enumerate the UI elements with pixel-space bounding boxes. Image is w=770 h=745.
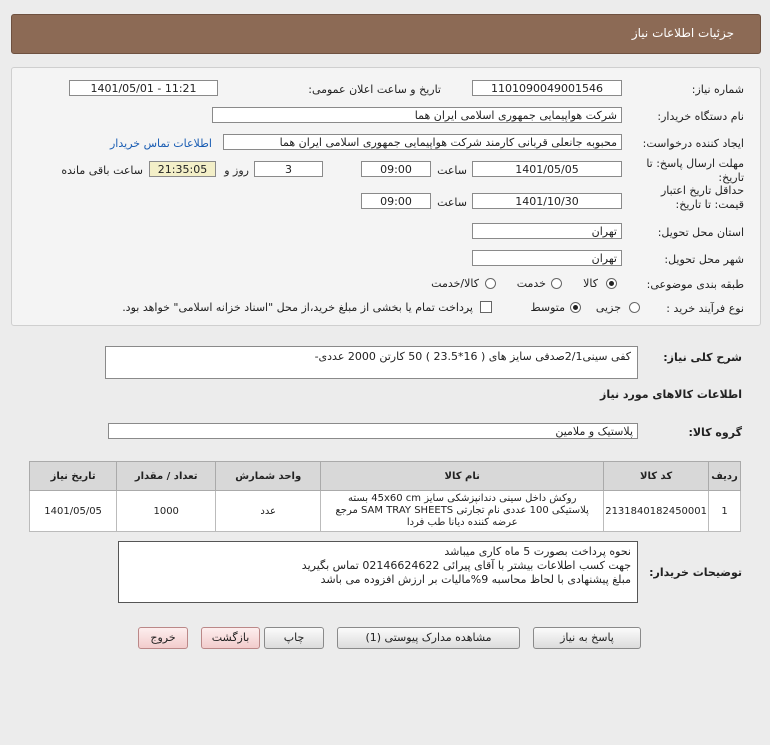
deadline-label: مهلت ارسال پاسخ: تا تاریخ:: [646, 157, 744, 184]
cell-name-line: روکش داخل سینی دندانپزشکی سایز 45x60 cm بسته: [348, 493, 577, 504]
category-option-service: خدمت: [516, 277, 546, 290]
validity-date-field: 1401/10/30: [472, 193, 622, 209]
goods-group-field: پلاستیک و ملامین: [108, 423, 638, 439]
description-field: کفی سینی2/1صدفی سایز های ( 16*23.5 ) 50 کارتن 2000 عددی-: [105, 346, 638, 379]
remaining-label: ساعت باقی مانده: [61, 164, 143, 177]
validity-label: حداقل تاریخ اعتبار قیمت: تا تاریخ:: [660, 184, 744, 211]
buyer-notes-field: [118, 541, 638, 603]
day-and-label: روز و: [224, 164, 249, 177]
creator-label: ایجاد کننده درخواست:: [642, 137, 744, 150]
page-header: [11, 14, 761, 54]
buyer-note-line: مبلغ پیشنهادی با لحاظ محاسبه 9%مالیات بر ارزش افزوده می باشد: [320, 573, 631, 586]
city-label: شهر محل تحویل:: [664, 253, 744, 266]
cell-code: 2131840182450001: [604, 491, 709, 532]
col-unit: واحد شمارش: [216, 462, 321, 491]
col-qty: تعداد / مقدار: [117, 462, 216, 491]
city-field: تهران: [472, 250, 622, 266]
remaining-time-field: 21:35:05: [149, 161, 216, 177]
col-name: نام کالا: [321, 462, 604, 491]
col-code: کد کالا: [604, 462, 709, 491]
cell-qty: 1000: [117, 491, 216, 532]
process-option-minor: جزیی: [595, 301, 621, 314]
province-field: تهران: [472, 223, 622, 239]
category-radio-goods-service[interactable]: [485, 278, 496, 289]
goods-section-title: اطلاعات کالاهای مورد نیاز: [600, 388, 742, 401]
creator-field: محبوبه جانعلی قربانی کارمند شرکت هواپیمایی جمهوری اسلامی ایران هما: [223, 134, 622, 150]
reply-button[interactable]: پاسخ به نیاز: [533, 627, 641, 649]
need-number-field: 1101090049001546: [472, 80, 622, 96]
category-label: طبقه بندی موضوعی:: [646, 278, 744, 291]
cell-row: 1: [709, 491, 741, 532]
process-option-medium: متوسط: [530, 301, 565, 314]
description-label: شرح کلی نیاز:: [663, 351, 742, 364]
exit-button[interactable]: خروج: [138, 627, 188, 649]
category-radio-service[interactable]: [551, 278, 562, 289]
attachments-button[interactable]: مشاهده مدارک پیوستی (1): [337, 627, 520, 649]
table-row: [30, 491, 741, 532]
cell-name: [321, 491, 604, 532]
process-label: نوع فرآیند خرید :: [666, 302, 744, 315]
days-remaining-field: 3: [254, 161, 323, 177]
validity-time-field: 09:00: [361, 193, 431, 209]
province-label: استان محل تحویل:: [657, 226, 744, 239]
treasury-checkbox[interactable]: [480, 301, 492, 313]
treasury-text: پرداخت تمام یا بخشی از مبلغ خرید،از محل "اسناد خزانه اسلامی" خواهد بود.: [122, 301, 473, 314]
cell-unit: عدد: [216, 491, 321, 532]
cell-date: 1401/05/05: [30, 491, 117, 532]
announce-label: تاریخ و ساعت اعلان عمومی:: [308, 83, 441, 96]
buyer-field: شرکت هواپیمایی جمهوری اسلامی ایران هما: [212, 107, 622, 123]
need-number-label: شماره نیاز:: [691, 83, 744, 96]
page-title: جزئیات اطلاعات نیاز: [631, 26, 734, 40]
category-option-goods-service: کالا/خدمت: [431, 277, 479, 290]
process-radio-minor[interactable]: [629, 302, 640, 313]
announce-field: 1401/05/01 - 11:21: [69, 80, 218, 96]
category-radio-goods[interactable]: [606, 278, 617, 289]
back-button[interactable]: بازگشت: [201, 627, 260, 649]
goods-table-header: [30, 462, 741, 491]
cell-name-line: پلاستیکی 100 عددی نام تجارتی SAM TRAY SHEETS مرجع: [335, 505, 589, 516]
buyer-note-line: نحوه پرداخت بصورت 5 ماه کاری میباشد: [444, 545, 631, 558]
deadline-date-field: 1401/05/05: [472, 161, 622, 177]
print-button[interactable]: چاپ: [264, 627, 324, 649]
buyer-label: نام دستگاه خریدار:: [657, 110, 744, 123]
process-radio-medium[interactable]: [570, 302, 581, 313]
deadline-time-field: 09:00: [361, 161, 431, 177]
goods-table: [29, 461, 741, 532]
validity-time-label: ساعت: [437, 196, 467, 209]
buyer-notes-label: توضیحات خریدار:: [649, 566, 742, 579]
goods-group-label: گروه کالا:: [688, 426, 742, 439]
col-date: تاریخ نیاز: [30, 462, 117, 491]
deadline-time-label: ساعت: [437, 164, 467, 177]
col-row: ردیف: [709, 462, 741, 491]
cell-name-line: عرضه کننده دیانا طب فردا: [406, 517, 518, 528]
buyer-contact-link[interactable]: اطلاعات تماس خریدار: [110, 137, 212, 150]
buyer-note-line: جهت کسب اطلاعات بیشتر با آقای پیرائی 02146624622 تماس بگیرید: [301, 559, 631, 572]
category-option-goods: کالا: [583, 277, 598, 290]
